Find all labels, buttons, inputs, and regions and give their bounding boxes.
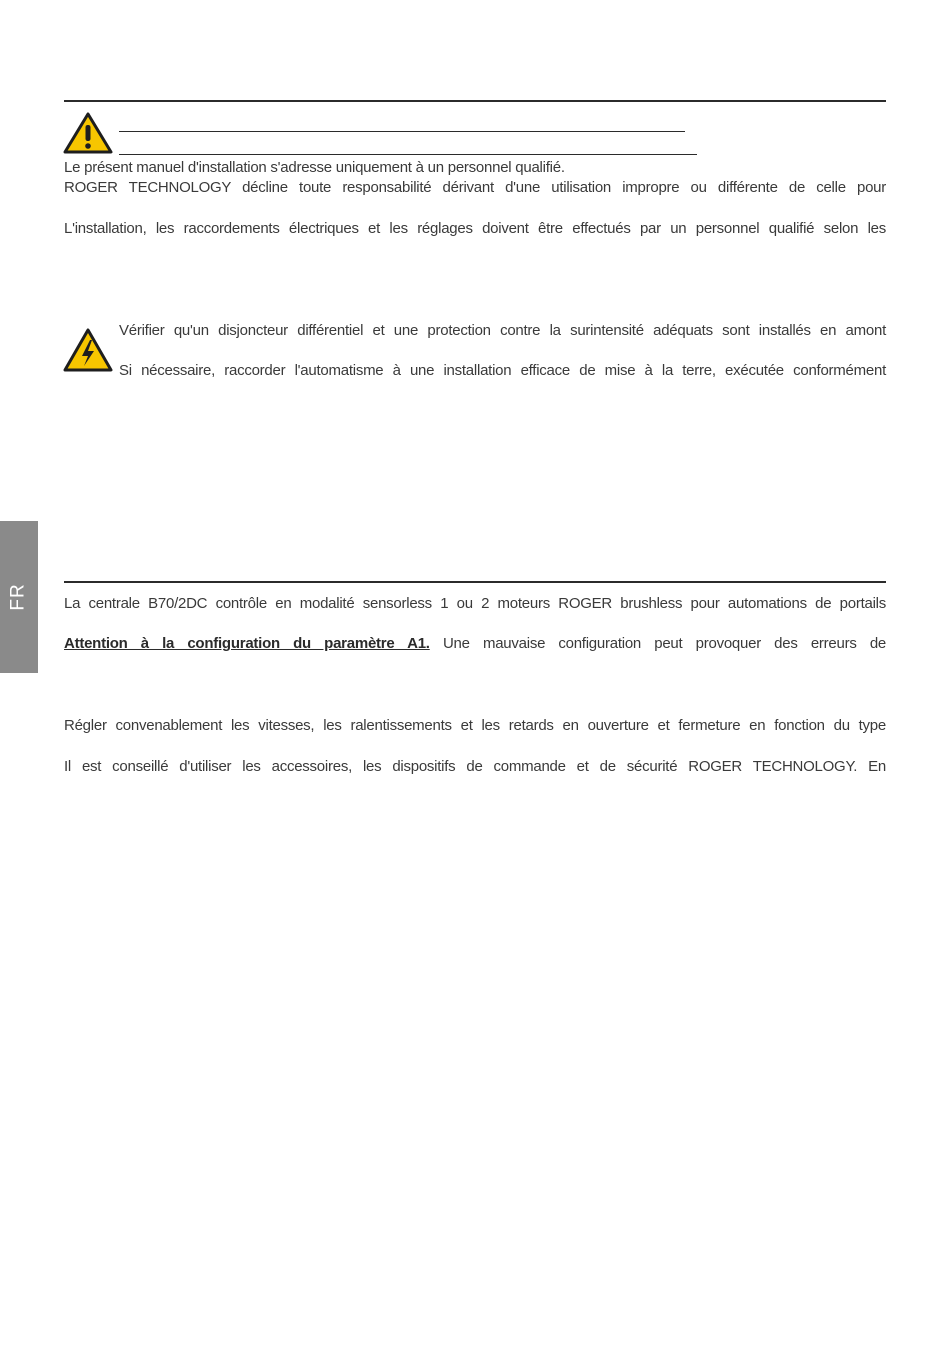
language-tab: [0, 521, 38, 673]
control-unit-description: La centrale B70/2DC contrôle en modalité sensorless 1 ou 2 moteurs ROGER brushless pour automations de portails: [64, 595, 886, 612]
accessories-advice-line: Il est conseillé d'utiliser les accessoires, les dispositifs de commande et de sécurité ROGER TECHNOLOGY. En: [64, 758, 886, 775]
grounding-line: Si nécessaire, raccorder l'automatisme à une installation efficace de mise à la terre, exécutée conformément: [119, 362, 886, 379]
breaker-check-line: Vérifier qu'un disjoncteur différentiel et une protection contre la surintensité adéquats sont installés en amont: [119, 322, 886, 339]
speed-settings-line: Régler convenablement les vitesses, les ralentissements et les retards en ouverture et fermeture en fonction du type: [64, 717, 886, 734]
heading-underline-2: [119, 154, 697, 155]
section-rule: [64, 581, 886, 583]
language-tab-label: FR: [7, 583, 29, 611]
heading-underline-1: [119, 131, 685, 132]
attention-parameter-a1: Attention à la configuration du paramètre A1.: [64, 635, 430, 652]
electric-hazard-icon: [63, 327, 113, 373]
top-rule: [64, 100, 886, 102]
installation-notice-line: Le présent manuel d'installation s'adresse uniquement à un personnel qualifié.: [64, 159, 565, 176]
warning-exclamation-icon: [63, 111, 113, 155]
installation-qualified-line: L'installation, les raccordements électriques et les réglages doivent être effectués par un personnel qualifié selon les: [64, 220, 886, 237]
attention-rest-text: Une mauvaise configuration peut provoquer des erreurs de: [442, 635, 886, 652]
attention-line: [64, 634, 886, 654]
liability-line: ROGER TECHNOLOGY décline toute responsabilité dérivant d'une utilisation impropre ou différente de celle pour: [64, 179, 886, 196]
